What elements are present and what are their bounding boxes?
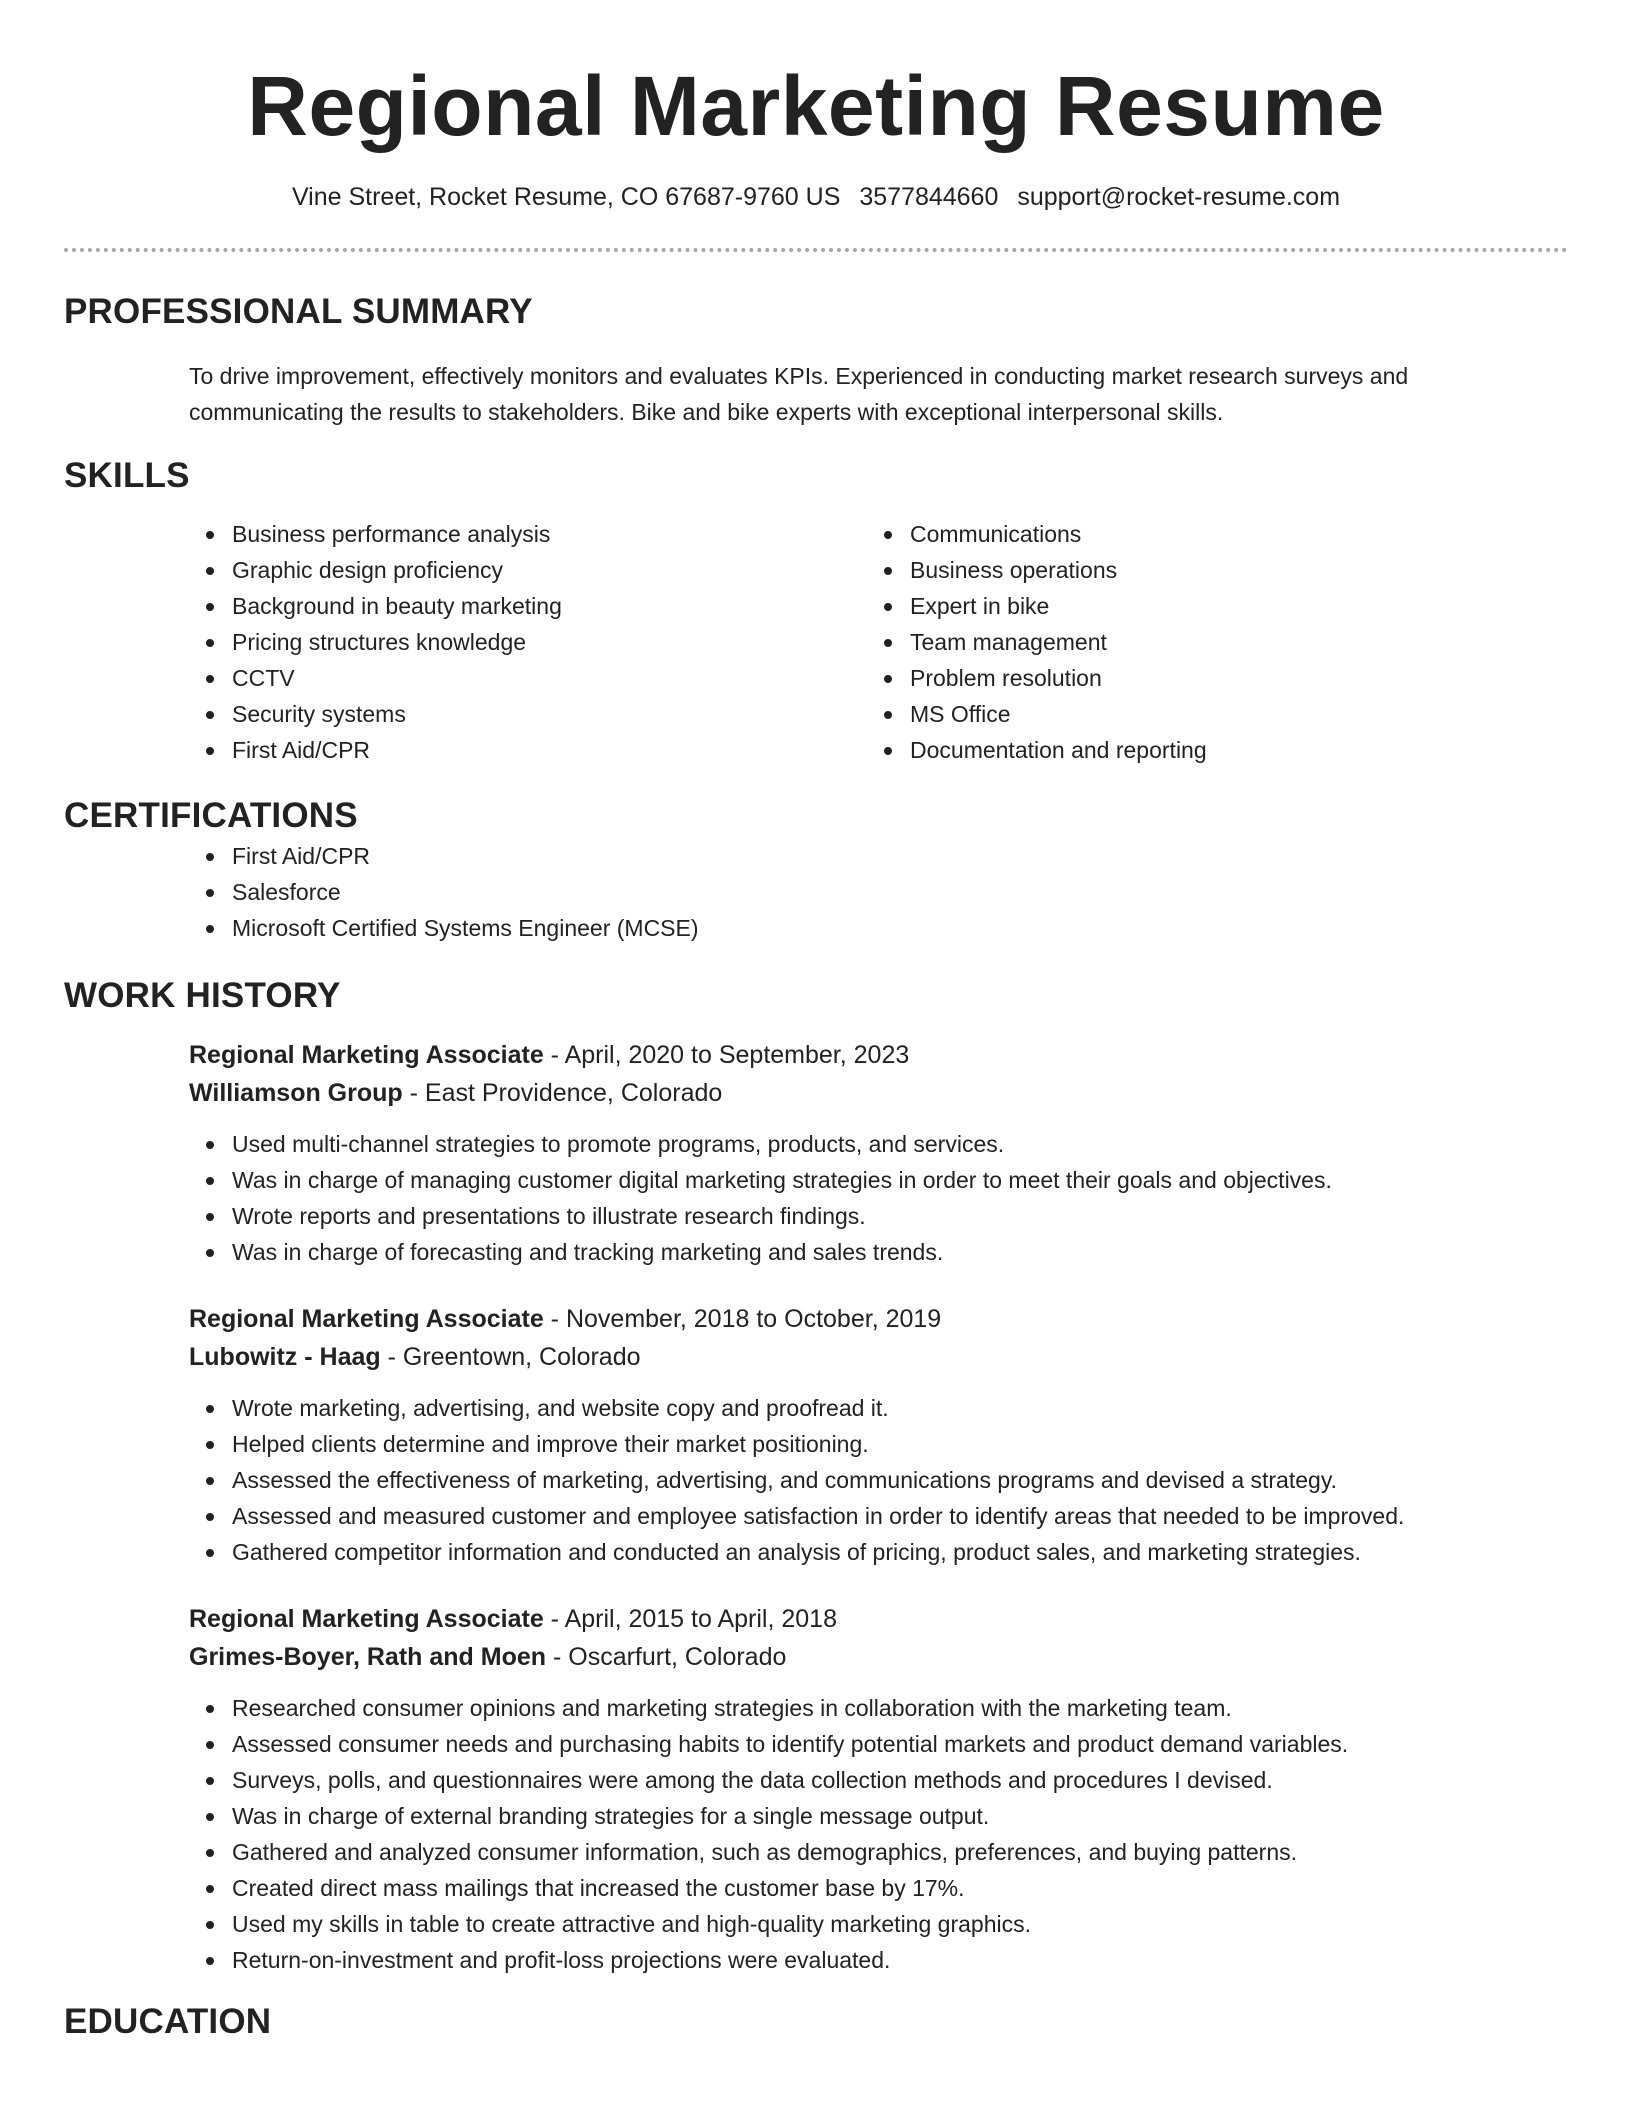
job-dates: - April, 2020 to September, 2023 — [543, 1041, 910, 1069]
job-location: - East Providence, Colorado — [402, 1079, 723, 1107]
job-company: Lubowitz - Haag — [189, 1343, 381, 1371]
certification-item: First Aid/CPR — [64, 838, 1568, 874]
job-duty: Wrote reports and presentations to illustrate research findings. — [64, 1198, 1568, 1234]
job-company: Grimes-Boyer, Rath and Moen — [189, 1643, 547, 1671]
job-duty: Assessed and measured customer and employee satisfaction in order to identify areas that needed to be improved. — [64, 1498, 1568, 1534]
job-dates: - November, 2018 to October, 2019 — [543, 1305, 942, 1333]
skill-item: Business operations — [744, 552, 1424, 588]
job-entry — [189, 1036, 1568, 1270]
skills-list-right — [744, 516, 1424, 768]
job-duties-list — [64, 1126, 1568, 1270]
resume-name: Regional Marketing Resume — [247, 59, 1385, 153]
skill-item: Team management — [744, 624, 1424, 660]
skill-item: Problem resolution — [744, 660, 1424, 696]
job-company-line — [189, 1074, 1568, 1112]
job-duty: Used my skills in table to create attractive and high-quality marketing graphics. — [64, 1906, 1568, 1942]
job-duty: Researched consumer opinions and marketing strategies in collaboration with the marketing team. — [64, 1690, 1568, 1726]
skills-list-left — [64, 516, 744, 768]
job-duty: Surveys, polls, and questionnaires were among the data collection methods and procedures I devised. — [64, 1762, 1568, 1798]
skill-item: First Aid/CPR — [64, 732, 744, 768]
contact-phone: 3577844660 — [859, 183, 999, 211]
skill-item: Graphic design proficiency — [64, 552, 744, 588]
job-duty: Assessed the effectiveness of marketing, advertising, and communications programs and devised a strategy. — [64, 1462, 1568, 1498]
job-title: Regional Marketing Associate — [189, 1041, 544, 1069]
skill-item: Communications — [744, 516, 1424, 552]
skill-item: CCTV — [64, 660, 744, 696]
resume-page — [64, 0, 1568, 2044]
job-duty: Assessed consumer needs and purchasing habits to identify potential markets and product demand variables. — [64, 1726, 1568, 1762]
skill-item: Background in beauty marketing — [64, 588, 744, 624]
contact-address: Vine Street, Rocket Resume, CO 67687-9760 US — [291, 183, 841, 211]
job-duty: Created direct mass mailings that increased the customer base by 17%. — [64, 1870, 1568, 1906]
skill-item: Business performance analysis — [64, 516, 744, 552]
job-duties-list — [64, 1690, 1568, 1978]
job-location: - Oscarfurt, Colorado — [546, 1643, 787, 1671]
job-title: Regional Marketing Associate — [189, 1305, 544, 1333]
certifications-list — [64, 838, 1568, 946]
job-duty: Wrote marketing, advertising, and website copy and proofread it. — [64, 1390, 1568, 1426]
job-duty: Was in charge of external branding strategies for a single message output. — [64, 1798, 1568, 1834]
section-title-summary: PROFESSIONAL SUMMARY — [64, 292, 533, 331]
job-duty: Helped clients determine and improve their market positioning. — [64, 1426, 1568, 1462]
job-title-line — [189, 1300, 1568, 1338]
skill-item: Pricing structures knowledge — [64, 624, 744, 660]
certification-item: Microsoft Certified Systems Engineer (MCSE) — [64, 910, 1568, 946]
job-company-line — [189, 1338, 1568, 1376]
section-title-skills: SKILLS — [64, 456, 190, 495]
job-entry — [189, 1600, 1568, 1978]
education-section — [64, 2000, 1568, 2044]
professional-summary-section — [64, 290, 1568, 430]
job-duty: Gathered competitor information and conducted an analysis of pricing, product sales, and marketing strategies. — [64, 1534, 1568, 1570]
skill-item: Documentation and reporting — [744, 732, 1424, 768]
job-duties-list — [64, 1390, 1568, 1570]
section-title-certifications: CERTIFICATIONS — [64, 796, 358, 835]
header-divider — [64, 248, 1568, 252]
skills-columns — [64, 516, 1568, 768]
skill-item: Expert in bike — [744, 588, 1424, 624]
job-duty: Gathered and analyzed consumer information, such as demographics, preferences, and buying patterns. — [64, 1834, 1568, 1870]
job-duty: Return-on-investment and profit-loss projections were evaluated. — [64, 1942, 1568, 1978]
job-title-line — [189, 1600, 1568, 1638]
certification-item: Salesforce — [64, 874, 1568, 910]
contact-line — [64, 180, 1568, 214]
job-title-line — [189, 1036, 1568, 1074]
work-history-section — [64, 974, 1568, 1978]
contact-email: support@rocket-resume.com — [1017, 183, 1341, 211]
section-title-education: EDUCATION — [64, 2002, 272, 2041]
summary-text: To drive improvement, effectively monitors and evaluates KPIs. Experienced in conducting market research surveys and communicating the results to stakeholders. Bike and bike experts with exceptional interpersonal skills. — [189, 363, 1409, 425]
job-title: Regional Marketing Associate — [189, 1605, 544, 1633]
job-duty: Was in charge of managing customer digital marketing strategies in order to meet their goals and objectives. — [64, 1162, 1568, 1198]
skill-item: MS Office — [744, 696, 1424, 732]
job-company: Williamson Group — [189, 1079, 403, 1107]
skill-item: Security systems — [64, 696, 744, 732]
certifications-section — [64, 794, 1568, 946]
job-entry — [189, 1300, 1568, 1570]
section-title-work-history: WORK HISTORY — [64, 976, 341, 1015]
job-company-line — [189, 1638, 1568, 1676]
job-duty: Used multi-channel strategies to promote programs, products, and services. — [64, 1126, 1568, 1162]
job-location: - Greentown, Colorado — [380, 1343, 641, 1371]
job-dates: - April, 2015 to April, 2018 — [543, 1605, 837, 1633]
job-duty: Was in charge of forecasting and tracking marketing and sales trends. — [64, 1234, 1568, 1270]
skills-section — [64, 454, 1568, 768]
